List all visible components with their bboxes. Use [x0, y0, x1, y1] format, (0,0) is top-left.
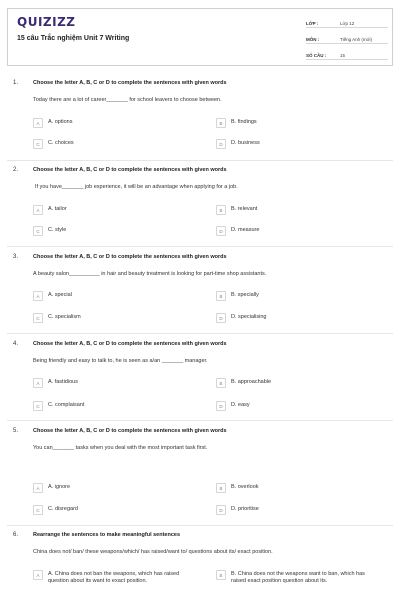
- question-text: A beauty salon__________ in hair and beauty treatment is looking for part-time shop assistants.: [33, 271, 267, 277]
- question-instruction: Choose the letter A, B, C or D to complete the sentences with given words: [33, 254, 227, 260]
- option-letter-box: D: [216, 139, 226, 149]
- question-text: Being friendly and easy to talk to, he is seen as a/an _______ manager.: [33, 358, 208, 364]
- option-d[interactable]: [216, 505, 259, 515]
- option-text: A. ignore: [48, 484, 71, 490]
- option-letter-box: D: [216, 505, 226, 515]
- option-letter-box: A: [33, 378, 43, 388]
- option-letter-box: A: [33, 483, 43, 493]
- option-c[interactable]: [33, 505, 78, 515]
- option-text: C. disregard: [48, 506, 78, 512]
- option-text: B. specially: [231, 292, 259, 298]
- worksheet-header: [7, 8, 393, 66]
- divider: [7, 420, 393, 421]
- option-text: A. fastidious: [48, 379, 78, 385]
- option-a[interactable]: [33, 570, 188, 585]
- option-text: B. findings: [231, 119, 257, 125]
- option-text: D. easy: [231, 402, 250, 408]
- meta-label: SỐ CÂU :: [306, 53, 327, 58]
- option-b[interactable]: [216, 205, 257, 215]
- question-number: 2.: [13, 167, 19, 173]
- option-text: C. specialism: [48, 314, 81, 320]
- question-number: 1.: [13, 80, 19, 86]
- option-letter-box: B: [216, 378, 226, 388]
- option-text: A. special: [48, 292, 72, 298]
- option-d[interactable]: [216, 226, 259, 236]
- option-letter-box: D: [216, 226, 226, 236]
- option-d[interactable]: [216, 139, 260, 149]
- question-instruction: Choose the letter A, B, C or D to complete the sentences with given words: [33, 167, 227, 173]
- option-text: B. relevant: [231, 206, 258, 212]
- option-letter-box: C: [33, 313, 43, 323]
- option-b[interactable]: [216, 378, 271, 388]
- meta-value: 15: [340, 53, 346, 58]
- quizizz-logo: QUIZIZZ: [17, 15, 76, 29]
- option-letter-box: C: [33, 226, 43, 236]
- option-c[interactable]: [33, 139, 74, 149]
- option-letter-box: A: [33, 291, 43, 301]
- question-number: 5.: [13, 428, 19, 434]
- page-title: 15 câu Trắc nghiệm Unit 7 Writing: [17, 35, 130, 42]
- divider: [7, 160, 393, 161]
- question-number: 6.: [13, 532, 19, 538]
- option-letter-box: B: [216, 483, 226, 493]
- option-letter-box: A: [33, 118, 43, 128]
- option-b[interactable]: [216, 570, 371, 585]
- meta-label: LỚP :: [306, 21, 319, 26]
- option-letter-box: C: [33, 401, 43, 411]
- option-letter-box: B: [216, 291, 226, 301]
- divider: [7, 525, 393, 526]
- option-b[interactable]: [216, 291, 259, 301]
- option-a[interactable]: [33, 118, 72, 128]
- option-text: B. approachable: [231, 379, 272, 385]
- option-letter-box: D: [216, 313, 226, 323]
- meta-value: Tiếng Anh (mới): [340, 37, 373, 42]
- option-c[interactable]: [33, 313, 81, 323]
- question-instruction: Choose the letter A, B, C or D to complete the sentences with given words: [33, 341, 227, 347]
- option-letter-box: A: [33, 205, 43, 215]
- option-text: D. prioritise: [231, 506, 259, 512]
- divider: [7, 246, 393, 247]
- option-c[interactable]: [33, 401, 84, 411]
- option-a[interactable]: [33, 483, 70, 493]
- option-text: A. options: [48, 119, 73, 125]
- option-b[interactable]: [216, 118, 257, 128]
- meta-row-count: [306, 49, 388, 60]
- question-instruction: Rearrange the sentences to make meaningful sentences: [33, 532, 181, 538]
- meta-label: MÔN :: [306, 37, 320, 42]
- meta-value: Lớp 12: [340, 21, 355, 26]
- meta-row-subject: [306, 33, 388, 44]
- option-text: D. business: [231, 140, 260, 146]
- option-a[interactable]: [33, 378, 78, 388]
- question-text: You can_______ tasks when you deal with the most important task first.: [33, 445, 208, 451]
- worksheet-meta: [306, 17, 388, 65]
- option-b[interactable]: [216, 483, 259, 493]
- option-text: B. China does not the weapons want to ban, which has raised exact position question about its.: [231, 571, 365, 584]
- question-instruction: Choose the letter A, B, C or D to complete the sentences with given words: [33, 428, 227, 434]
- question-number: 3.: [13, 254, 19, 260]
- option-d[interactable]: [216, 313, 266, 323]
- option-letter-box: B: [216, 118, 226, 128]
- option-letter-box: A: [33, 570, 43, 580]
- option-letter-box: B: [216, 205, 226, 215]
- question-number: 4.: [13, 341, 19, 347]
- option-d[interactable]: [216, 401, 250, 411]
- option-a[interactable]: [33, 291, 72, 301]
- option-a[interactable]: [33, 205, 67, 215]
- option-letter-box: C: [33, 139, 43, 149]
- option-text: C. complaisant: [48, 402, 85, 408]
- option-text: B. overlook: [231, 484, 259, 490]
- question-text: Today there are a lot of career_______ for school leavers to choose between.: [33, 97, 222, 103]
- option-text: C. style: [48, 227, 67, 233]
- option-text: A. China does not ban the weapons, which has raised question about its want to exact position.: [48, 571, 180, 584]
- option-letter-box: D: [216, 401, 226, 411]
- option-c[interactable]: [33, 226, 66, 236]
- divider: [7, 333, 393, 334]
- option-text: A. tailor: [48, 206, 67, 212]
- option-letter-box: C: [33, 505, 43, 515]
- option-text: D. specialising: [231, 314, 267, 320]
- question-instruction: Choose the letter A, B, C or D to complete the sentences with given words: [33, 80, 227, 86]
- question-text: China does not/ ban/ these weapons/which/ has raised/want to/ questions about its/ exact position.: [33, 549, 273, 555]
- question-text: If you have_______ job experience, it will be an advantage when applying for a job.: [35, 184, 238, 190]
- option-text: C. choices: [48, 140, 74, 146]
- option-text: D. measure: [231, 227, 260, 233]
- meta-row-class: [306, 17, 388, 28]
- option-letter-box: B: [216, 570, 226, 580]
